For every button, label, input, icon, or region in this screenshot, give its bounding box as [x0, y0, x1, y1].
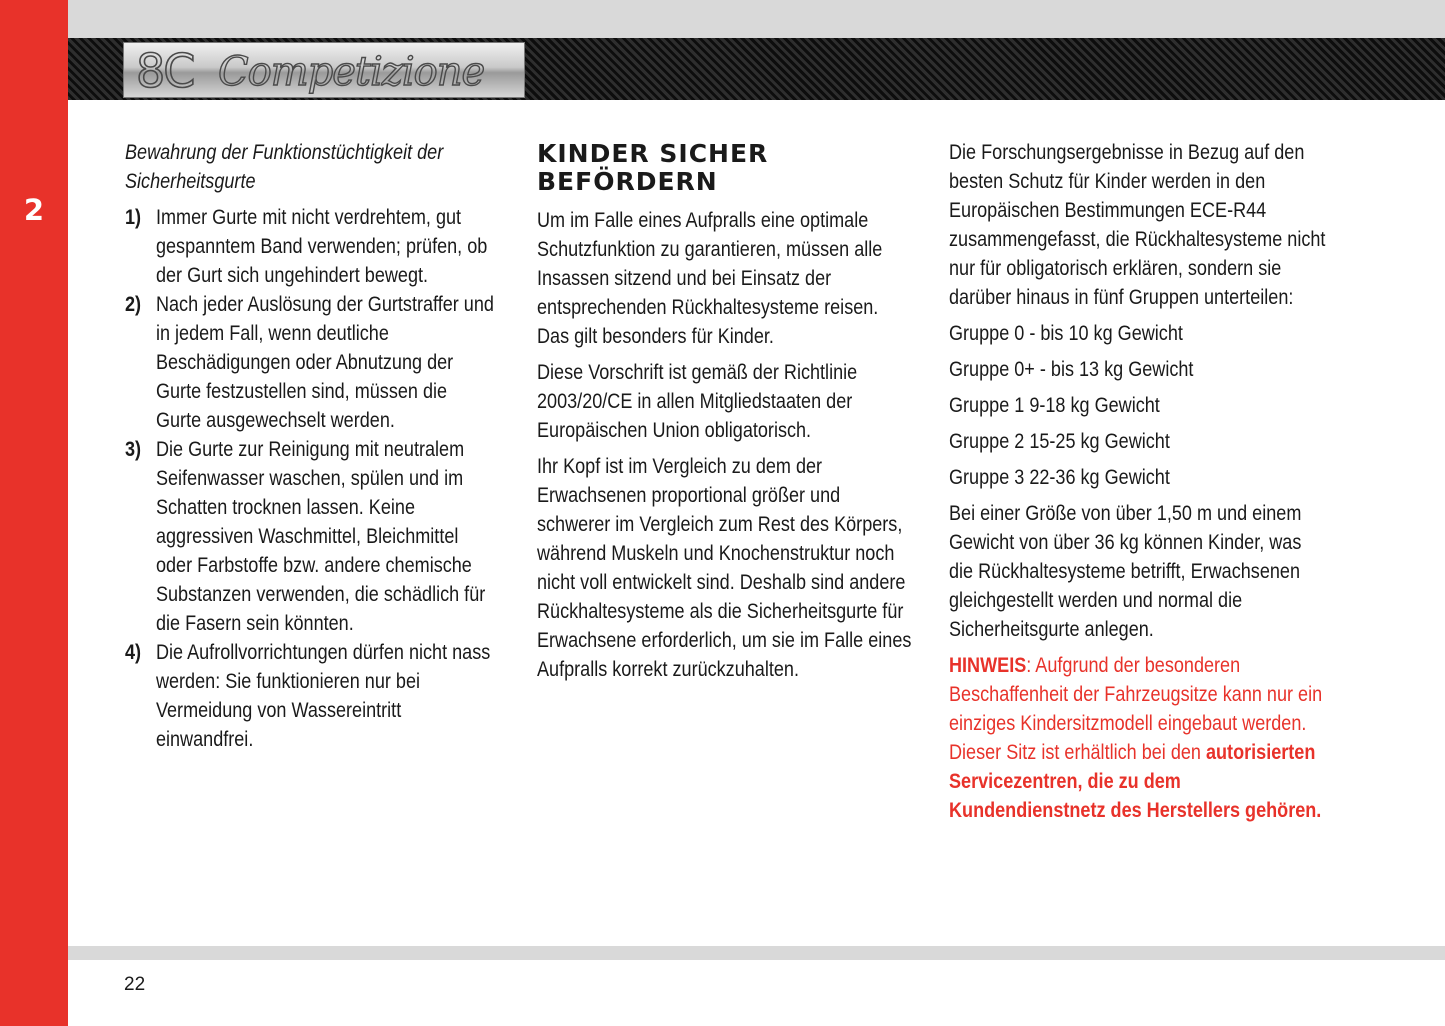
column-child-groups: [949, 138, 1327, 832]
group-list: [949, 319, 1327, 492]
logo-8c-text: 8C: [136, 44, 194, 98]
step-number: 4): [125, 641, 142, 664]
list-item: [125, 638, 495, 754]
list-item: [125, 435, 495, 638]
column-seatbelt-care: [125, 138, 495, 754]
list-item: [125, 290, 495, 435]
section-subheading: Bewahrung der Funktionstüchtigkeit der Sicherheitsgurte: [125, 141, 444, 193]
list-item: Gruppe 1 9-18 kg Gewicht: [949, 394, 1160, 417]
step-text: Die Gurte zur Reinigung mit neutralem Seifenwasser waschen, spülen und im Schatten trocknen lassen. Keine aggressiven Waschmittel, Bleichmittel oder Farbstoffe bzw. andere chemische Substanzen verwenden, die schädlich für die Fasern sein könnten.: [155, 438, 486, 635]
section-heading: KINDER SICHER BEFÖRDERN: [537, 139, 769, 196]
list-item: [125, 203, 495, 290]
care-steps-list: [125, 203, 495, 754]
note-bold-text: autorisierten Servicezentren, die zu dem Kundendienstnetz des Herstellers gehören.: [949, 741, 1322, 822]
list-item: Gruppe 0 - bis 10 kg Gewicht: [949, 322, 1183, 345]
brand-logo: [123, 42, 525, 98]
paragraph: Ihr Kopf ist im Vergleich zu dem der Erwachsenen proportional größer und schwerer im Vergleich zum Rest des Körpers, während Muskeln und Knochenstruktur noch nicht voll entwickelt sind. Deshalb sind andere Rückhaltesysteme als die Sicherheitsgurte für Erwachsene erforderlich, um sie im Falle eines Aufpralls korrekt zurückzuhalten.: [537, 455, 912, 681]
page-number: 22: [124, 974, 146, 995]
step-text: Nach jeder Auslösung der Gurtstraffer und in jedem Fall, wenn deutliche Beschädigungen oder Abnutzung der Gurte festzustellen sind, müssen die Gurte ausgewechselt werden.: [155, 293, 494, 432]
note-label: HINWEIS: [949, 654, 1027, 677]
list-item: Gruppe 3 22-36 kg Gewicht: [949, 466, 1170, 489]
step-number: 2): [125, 293, 142, 316]
step-number: 3): [125, 438, 142, 461]
bottom-gray-band: [68, 946, 1445, 960]
note-text: : Aufgrund der besonderen Beschaffenheit der Fahrzeugsitze kann nur ein einziges Kindersitzmodell eingebaut werden. Dieser Sitz ist erhältlich bei den: [949, 654, 1323, 764]
note-paragraph: [949, 651, 1327, 825]
paragraph: Um im Falle eines Aufpralls eine optimale Schutzfunktion zu garantieren, müssen alle Insassen sitzend und bei Einsatz der entsprechenden Rückhaltesysteme reisen. Das gilt besonders für Kinder.: [537, 209, 883, 348]
chapter-side-strip: [0, 0, 68, 1026]
column-child-safety: [537, 206, 915, 691]
intro-paragraph: Die Forschungsergebnisse in Bezug auf den besten Schutz für Kinder werden in den Europäischen Bestimmungen ECE-R44 zusammengefasst, die Rückhaltesysteme nicht nur für obligatorisch erklären, sondern sie darüber hinaus in fünf Gruppen unterteilen:: [949, 141, 1326, 309]
paragraph: Diese Vorschrift ist gemäß der Richtlinie 2003/20/CE in allen Mitgliedstaaten der Europäischen Union obligatorisch.: [537, 361, 858, 442]
step-text: Immer Gurte mit nicht verdrehtem, gut gespanntem Band verwenden; prüfen, ob der Gurt sich ungehindert bewegt.: [155, 206, 488, 287]
chapter-number: 2: [23, 193, 45, 227]
top-gray-band: [68, 0, 1445, 38]
logo-script-text: Competizione: [218, 49, 485, 95]
list-item: Gruppe 2 15-25 kg Gewicht: [949, 430, 1170, 453]
list-item: Gruppe 0+ - bis 13 kg Gewicht: [949, 358, 1194, 381]
step-text: Die Aufrollvorrichtungen dürfen nicht nass werden: Sie funktionieren nur bei Vermeidung von Wassereintritt einwandfrei.: [155, 641, 491, 751]
paragraph: Bei einer Größe von über 1,50 m und einem Gewicht von über 36 kg können Kinder, was die Rückhaltesysteme betrifft, Erwachsenen gleichgestellt werden und normal die Sicherheitsgurte anlegen.: [949, 502, 1302, 641]
step-number: 1): [125, 206, 142, 229]
